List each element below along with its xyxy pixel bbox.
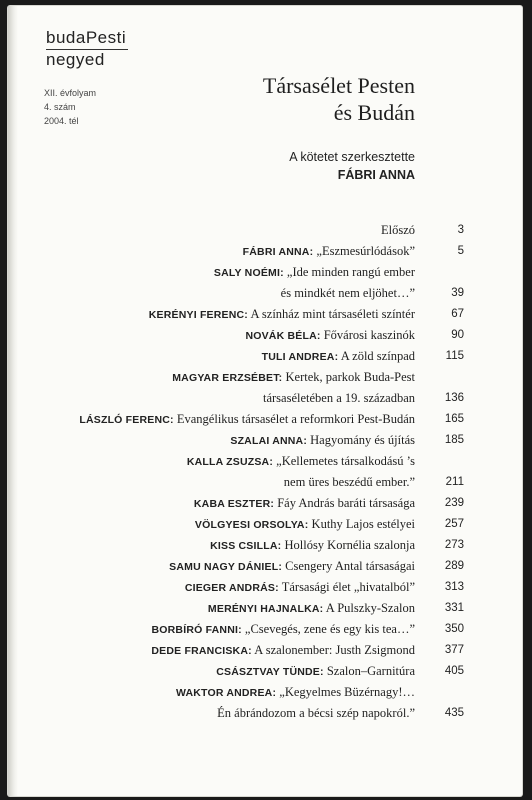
toc-author: LÁSZLÓ FERENC: bbox=[79, 414, 174, 426]
toc-entry-line bbox=[8, 451, 522, 472]
toc-entry-line bbox=[8, 556, 522, 577]
toc-entry bbox=[8, 598, 522, 619]
toc-title: A Pulszky-Szalon bbox=[325, 601, 415, 615]
book-title bbox=[263, 72, 415, 126]
toc-entry-text bbox=[172, 367, 415, 389]
toc-entry bbox=[8, 577, 522, 598]
editor-credit bbox=[289, 148, 415, 184]
toc-entry-line bbox=[8, 514, 522, 535]
toc-author: CIEGER ANDRÁS: bbox=[184, 582, 279, 594]
logo-line-1: budaPesti bbox=[46, 28, 127, 47]
toc-author: VÖLGYESI ORSOLYA: bbox=[194, 519, 309, 531]
page-binding-shadow bbox=[8, 6, 18, 796]
toc-entry-text bbox=[243, 241, 415, 263]
toc-page-number: 185 bbox=[444, 434, 464, 446]
toc-page-number: 377 bbox=[444, 644, 464, 656]
toc-entry-line bbox=[8, 577, 522, 598]
toc-author: KISS CSILLA: bbox=[210, 540, 282, 552]
toc-entry-text bbox=[176, 682, 415, 704]
toc-page-number: 289 bbox=[444, 560, 464, 572]
toc-page-number: 313 bbox=[444, 581, 464, 593]
toc-entry-text bbox=[381, 220, 415, 241]
toc-entry bbox=[8, 367, 522, 409]
toc-author: BORBÍRÓ FANNI: bbox=[151, 624, 242, 636]
toc-entry-line bbox=[8, 472, 522, 493]
toc-title: A szalonember: Justh Zsigmond bbox=[254, 643, 415, 657]
toc-entry-line bbox=[8, 703, 522, 724]
toc-entry-line bbox=[8, 598, 522, 619]
toc-page-number: 350 bbox=[444, 623, 464, 635]
toc-page-number: 90 bbox=[451, 329, 464, 341]
toc-author: SZALAI ANNA: bbox=[230, 435, 308, 447]
toc-entry-line bbox=[8, 409, 522, 430]
toc-entry bbox=[8, 325, 522, 346]
toc-page-number: 211 bbox=[445, 476, 464, 488]
toc-entry-text bbox=[194, 493, 415, 515]
toc-entry-line bbox=[8, 388, 522, 409]
toc-author: SALY NOÉMI: bbox=[213, 267, 284, 279]
toc-entry-line bbox=[8, 535, 522, 556]
toc-entry-line bbox=[8, 367, 522, 388]
toc-page-number: 165 bbox=[444, 413, 464, 425]
toc-entry-line bbox=[8, 619, 522, 640]
toc-entry-text bbox=[210, 535, 415, 557]
issue-volume: XII. évfolyam bbox=[44, 88, 97, 98]
toc-entry-line bbox=[8, 220, 522, 241]
toc-entry-text bbox=[284, 472, 415, 493]
logo-line-2: negyed bbox=[46, 50, 105, 69]
toc-title: Kuthy Lajos estélyei bbox=[311, 517, 415, 531]
toc-author: KERÉNYI FERENC: bbox=[148, 309, 249, 321]
toc-author: MERÉNYI HAJNALKA: bbox=[207, 603, 324, 615]
toc-title: Előszó bbox=[380, 223, 415, 237]
toc-page-number: 239 bbox=[444, 497, 464, 509]
toc-author: WAKTOR ANDREA: bbox=[175, 687, 277, 699]
toc-page-number: 136 bbox=[444, 392, 464, 404]
toc-entry bbox=[8, 661, 522, 682]
editor-name: FÁBRI ANNA bbox=[337, 168, 415, 182]
toc-entry bbox=[8, 556, 522, 577]
toc-author: KALLA ZSUZSA: bbox=[186, 456, 274, 468]
toc-entry-text bbox=[208, 598, 415, 620]
toc-author: FÁBRI ANNA: bbox=[242, 246, 314, 258]
toc-author: TULI ANDREA: bbox=[261, 351, 339, 363]
toc-entry-line bbox=[8, 283, 522, 304]
toc-entry bbox=[8, 346, 522, 367]
toc-entry-line bbox=[8, 262, 522, 283]
toc-title: Szalon–Garnitúra bbox=[326, 664, 415, 678]
book-page bbox=[8, 6, 522, 796]
toc-title: Hollósy Kornélia szalonja bbox=[284, 538, 415, 552]
toc-author: NOVÁK BÉLA: bbox=[245, 330, 321, 342]
issue-info bbox=[44, 86, 96, 128]
toc-entry-text bbox=[195, 514, 415, 536]
toc-entry-line bbox=[8, 682, 522, 703]
toc-entry bbox=[8, 493, 522, 514]
toc-entry-line bbox=[8, 304, 522, 325]
toc-entry-line bbox=[8, 346, 522, 367]
toc-entry bbox=[8, 430, 522, 451]
toc-title: Csengery Antal társaságai bbox=[285, 559, 415, 573]
toc-entry-text bbox=[149, 304, 415, 326]
toc-entry bbox=[8, 535, 522, 556]
toc-entry-text bbox=[245, 325, 415, 347]
toc-entry-text bbox=[216, 661, 415, 683]
toc-entry-text bbox=[230, 430, 415, 452]
toc-page-number: 435 bbox=[444, 707, 464, 719]
toc-title: és mindkét nem eljöhet…” bbox=[280, 286, 415, 300]
toc-title: Hagyomány és újítás bbox=[310, 433, 415, 447]
toc-entry-text bbox=[217, 703, 415, 724]
toc-title: „Eszmesúrlódások” bbox=[316, 244, 415, 258]
toc-title: nem üres beszédű ember.” bbox=[283, 475, 415, 489]
toc-entry bbox=[8, 451, 522, 493]
toc-title: „Kegyelmes Büzérnagy!… bbox=[279, 685, 415, 699]
toc-page-number: 5 bbox=[457, 245, 464, 257]
toc-page-number: 273 bbox=[444, 539, 464, 551]
toc-entry-text bbox=[263, 388, 415, 409]
toc-entry bbox=[8, 619, 522, 640]
toc-entry bbox=[8, 640, 522, 661]
toc-entry bbox=[8, 682, 522, 724]
toc-page-number: 39 bbox=[451, 287, 464, 299]
toc-entry-text bbox=[169, 556, 415, 578]
title-line-2: és Budán bbox=[333, 100, 415, 125]
toc-entry-line bbox=[8, 493, 522, 514]
toc-title: Fővárosi kaszinók bbox=[323, 328, 415, 342]
toc-entry-text bbox=[187, 451, 415, 473]
toc-title: Fáy András baráti társasága bbox=[277, 496, 415, 510]
issue-season: 2004. tél bbox=[44, 116, 79, 126]
toc-entry bbox=[8, 304, 522, 325]
toc-title: Kertek, parkok Buda-Pest bbox=[285, 370, 415, 384]
toc-author: MAGYAR ERZSÉBET: bbox=[172, 372, 283, 384]
toc-title: „Kellemetes társalkodású ’s bbox=[276, 454, 415, 468]
toc-title: „Ide minden rangú ember bbox=[286, 265, 415, 279]
toc-title: Társasági élet „hivatalból” bbox=[281, 580, 415, 594]
issue-number: 4. szám bbox=[44, 102, 76, 112]
toc-page-number: 331 bbox=[444, 602, 464, 614]
toc-author: KABA ESZTER: bbox=[193, 498, 275, 510]
toc-page-number: 3 bbox=[457, 224, 464, 236]
toc-title: Evangélikus társasélet a reformkori Pest-Budán bbox=[176, 412, 415, 426]
toc-entry-line bbox=[8, 325, 522, 346]
toc-entry-line bbox=[8, 430, 522, 451]
toc-entry bbox=[8, 220, 522, 241]
toc-page-number: 115 bbox=[445, 350, 464, 362]
toc-entry-line bbox=[8, 661, 522, 682]
editor-note: A kötetet szerkesztette bbox=[289, 150, 415, 164]
toc-title: társaséletében a 19. században bbox=[262, 391, 415, 405]
toc-entry-text bbox=[79, 409, 415, 431]
journal-logo bbox=[32, 28, 142, 80]
toc-entry-line bbox=[8, 241, 522, 262]
toc-entry bbox=[8, 241, 522, 262]
table-of-contents bbox=[8, 220, 522, 724]
toc-entry bbox=[8, 514, 522, 535]
toc-page-number: 257 bbox=[444, 518, 464, 530]
toc-entry bbox=[8, 409, 522, 430]
toc-author: SAMU NAGY DÁNIEL: bbox=[169, 561, 283, 573]
toc-author: CSÁSZTVAY TÜNDE: bbox=[216, 666, 324, 678]
toc-entry-text bbox=[281, 283, 415, 304]
toc-author: DEDE FRANCISKA: bbox=[151, 645, 252, 657]
toc-entry-text bbox=[185, 577, 415, 599]
toc-entry-line bbox=[8, 640, 522, 661]
toc-title: „Csevegés, zene és egy kis tea…” bbox=[244, 622, 415, 636]
title-line-1: Társasélet Pesten bbox=[262, 73, 415, 98]
toc-title: Én ábrándozom a bécsi szép napokról.” bbox=[217, 706, 415, 720]
toc-entry-text bbox=[214, 262, 415, 284]
toc-entry-text bbox=[152, 619, 416, 641]
toc-page-number: 67 bbox=[451, 308, 464, 320]
toc-entry-text bbox=[262, 346, 415, 368]
toc-entry bbox=[8, 262, 522, 304]
toc-entry-text bbox=[151, 640, 415, 662]
toc-title: A színház mint társaséleti színtér bbox=[250, 307, 415, 321]
toc-page-number: 405 bbox=[444, 665, 464, 677]
toc-title: A zöld színpad bbox=[340, 349, 415, 363]
